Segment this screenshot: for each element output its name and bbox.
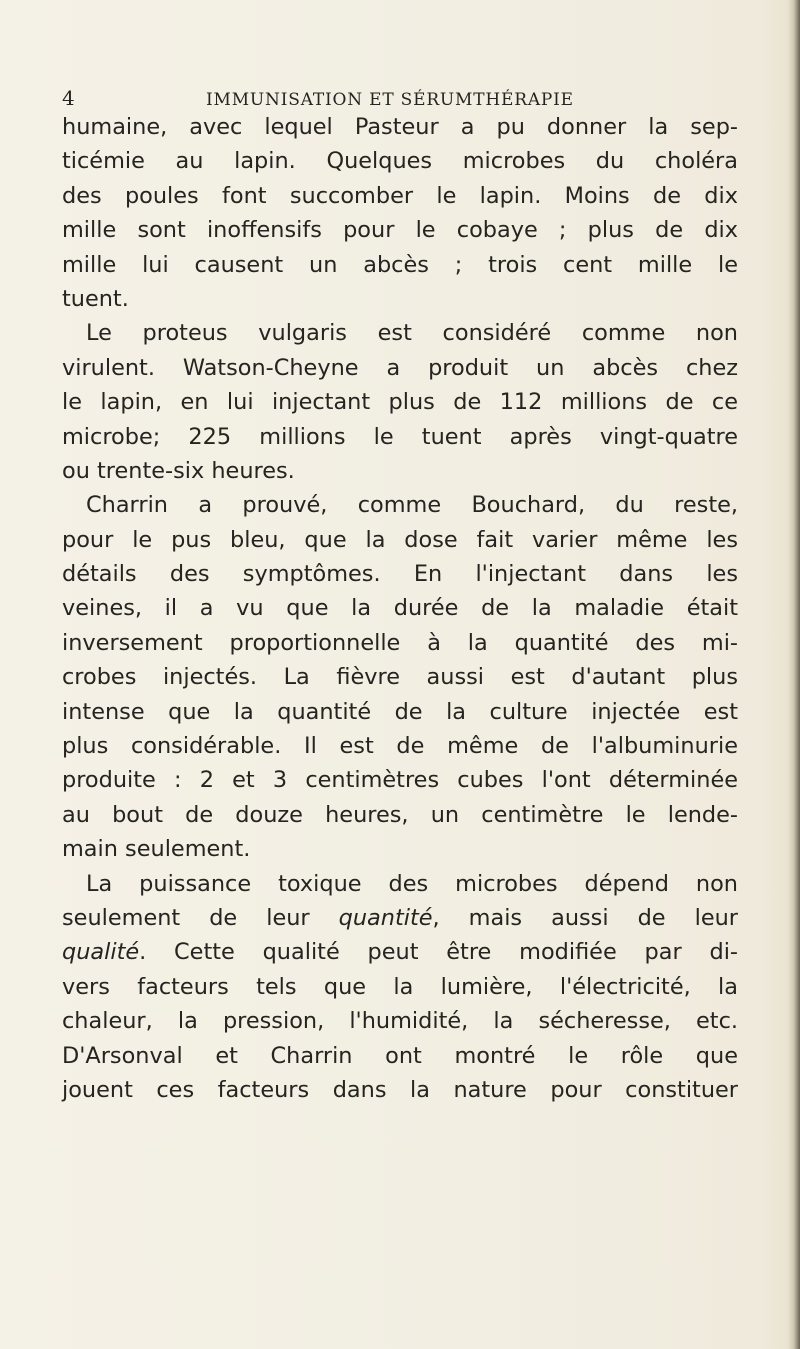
text-line: pour le pus bleu, que la dose fait varier même les	[62, 526, 738, 553]
text-line: jouent ces facteurs dans la nature pour constituer	[62, 1076, 738, 1103]
italic-word: quantité	[338, 904, 433, 931]
text-segment: seulement de leur	[62, 904, 339, 931]
body-text	[62, 110, 738, 1107]
text-line: La puissance toxique des microbes dépend non	[86, 870, 738, 897]
text-line: humaine, avec lequel Pasteur a pu donner la sep-	[62, 114, 738, 140]
text-line: Le proteus vulgaris est considéré comme non	[86, 320, 738, 347]
text-line: Charrin a prouvé, comme Bouchard, du reste,	[86, 492, 738, 519]
text-line: des poules font succomber le lapin. Moins de dix	[62, 182, 738, 209]
text-line: mille sont inoffensifs pour le cobaye ; plus de dix	[62, 217, 738, 244]
text-line: ou trente-six heures.	[62, 457, 295, 484]
text-line: ticémie au lapin. Quelques microbes du choléra	[62, 148, 738, 175]
text-line: tuent.	[62, 285, 129, 312]
text-segment: , mais aussi de leur	[432, 904, 738, 931]
text-line: virulent. Watson-Cheyne a produit un abcès chez	[62, 354, 738, 381]
text-line: intense que la quantité de la culture injectée est	[62, 698, 738, 725]
text-line: détails des symptômes. En l'injectant dans les	[62, 561, 738, 588]
page-edge-shadow	[788, 0, 800, 1349]
text-line: plus considérable. Il est de même de l'albuminurie	[62, 733, 738, 760]
page-number: 4	[62, 86, 75, 110]
text-line: microbe; 225 millions le tuent après vingt-quatre	[62, 423, 738, 450]
text-line: le lapin, en lui injectant plus de 112 millions de ce	[62, 389, 738, 416]
text-line	[62, 935, 738, 969]
text-line: produite : 2 et 3 centimètres cubes l'ont déterminée	[62, 767, 738, 794]
running-title: IMMUNISATION ET SÉRUMTHÉRAPIE	[206, 90, 574, 110]
text-line: au bout de douze heures, un centimètre le lende-	[62, 801, 738, 828]
text-line: D'Arsonval et Charrin ont montré le rôle que	[62, 1042, 738, 1069]
text-line: vers facteurs tels que la lumière, l'électricité, la	[62, 973, 738, 1000]
text-line: inversement proportionnelle à la quantité des mi-	[62, 629, 738, 656]
text-line: crobes injectés. La fièvre aussi est d'autant plus	[62, 664, 738, 691]
italic-word: qualité	[62, 939, 140, 966]
text-line: main seulement.	[62, 836, 251, 863]
text-segment: . Cette qualité peut être modifiée par di-	[139, 939, 738, 966]
text-line	[62, 901, 738, 935]
text-line: veines, il a vu que la durée de la maladie était	[62, 595, 738, 622]
text-line: chaleur, la pression, l'humidité, la sécheresse, etc.	[62, 1008, 738, 1035]
text-line: mille lui causent un abcès ; trois cent mille le	[62, 251, 738, 278]
